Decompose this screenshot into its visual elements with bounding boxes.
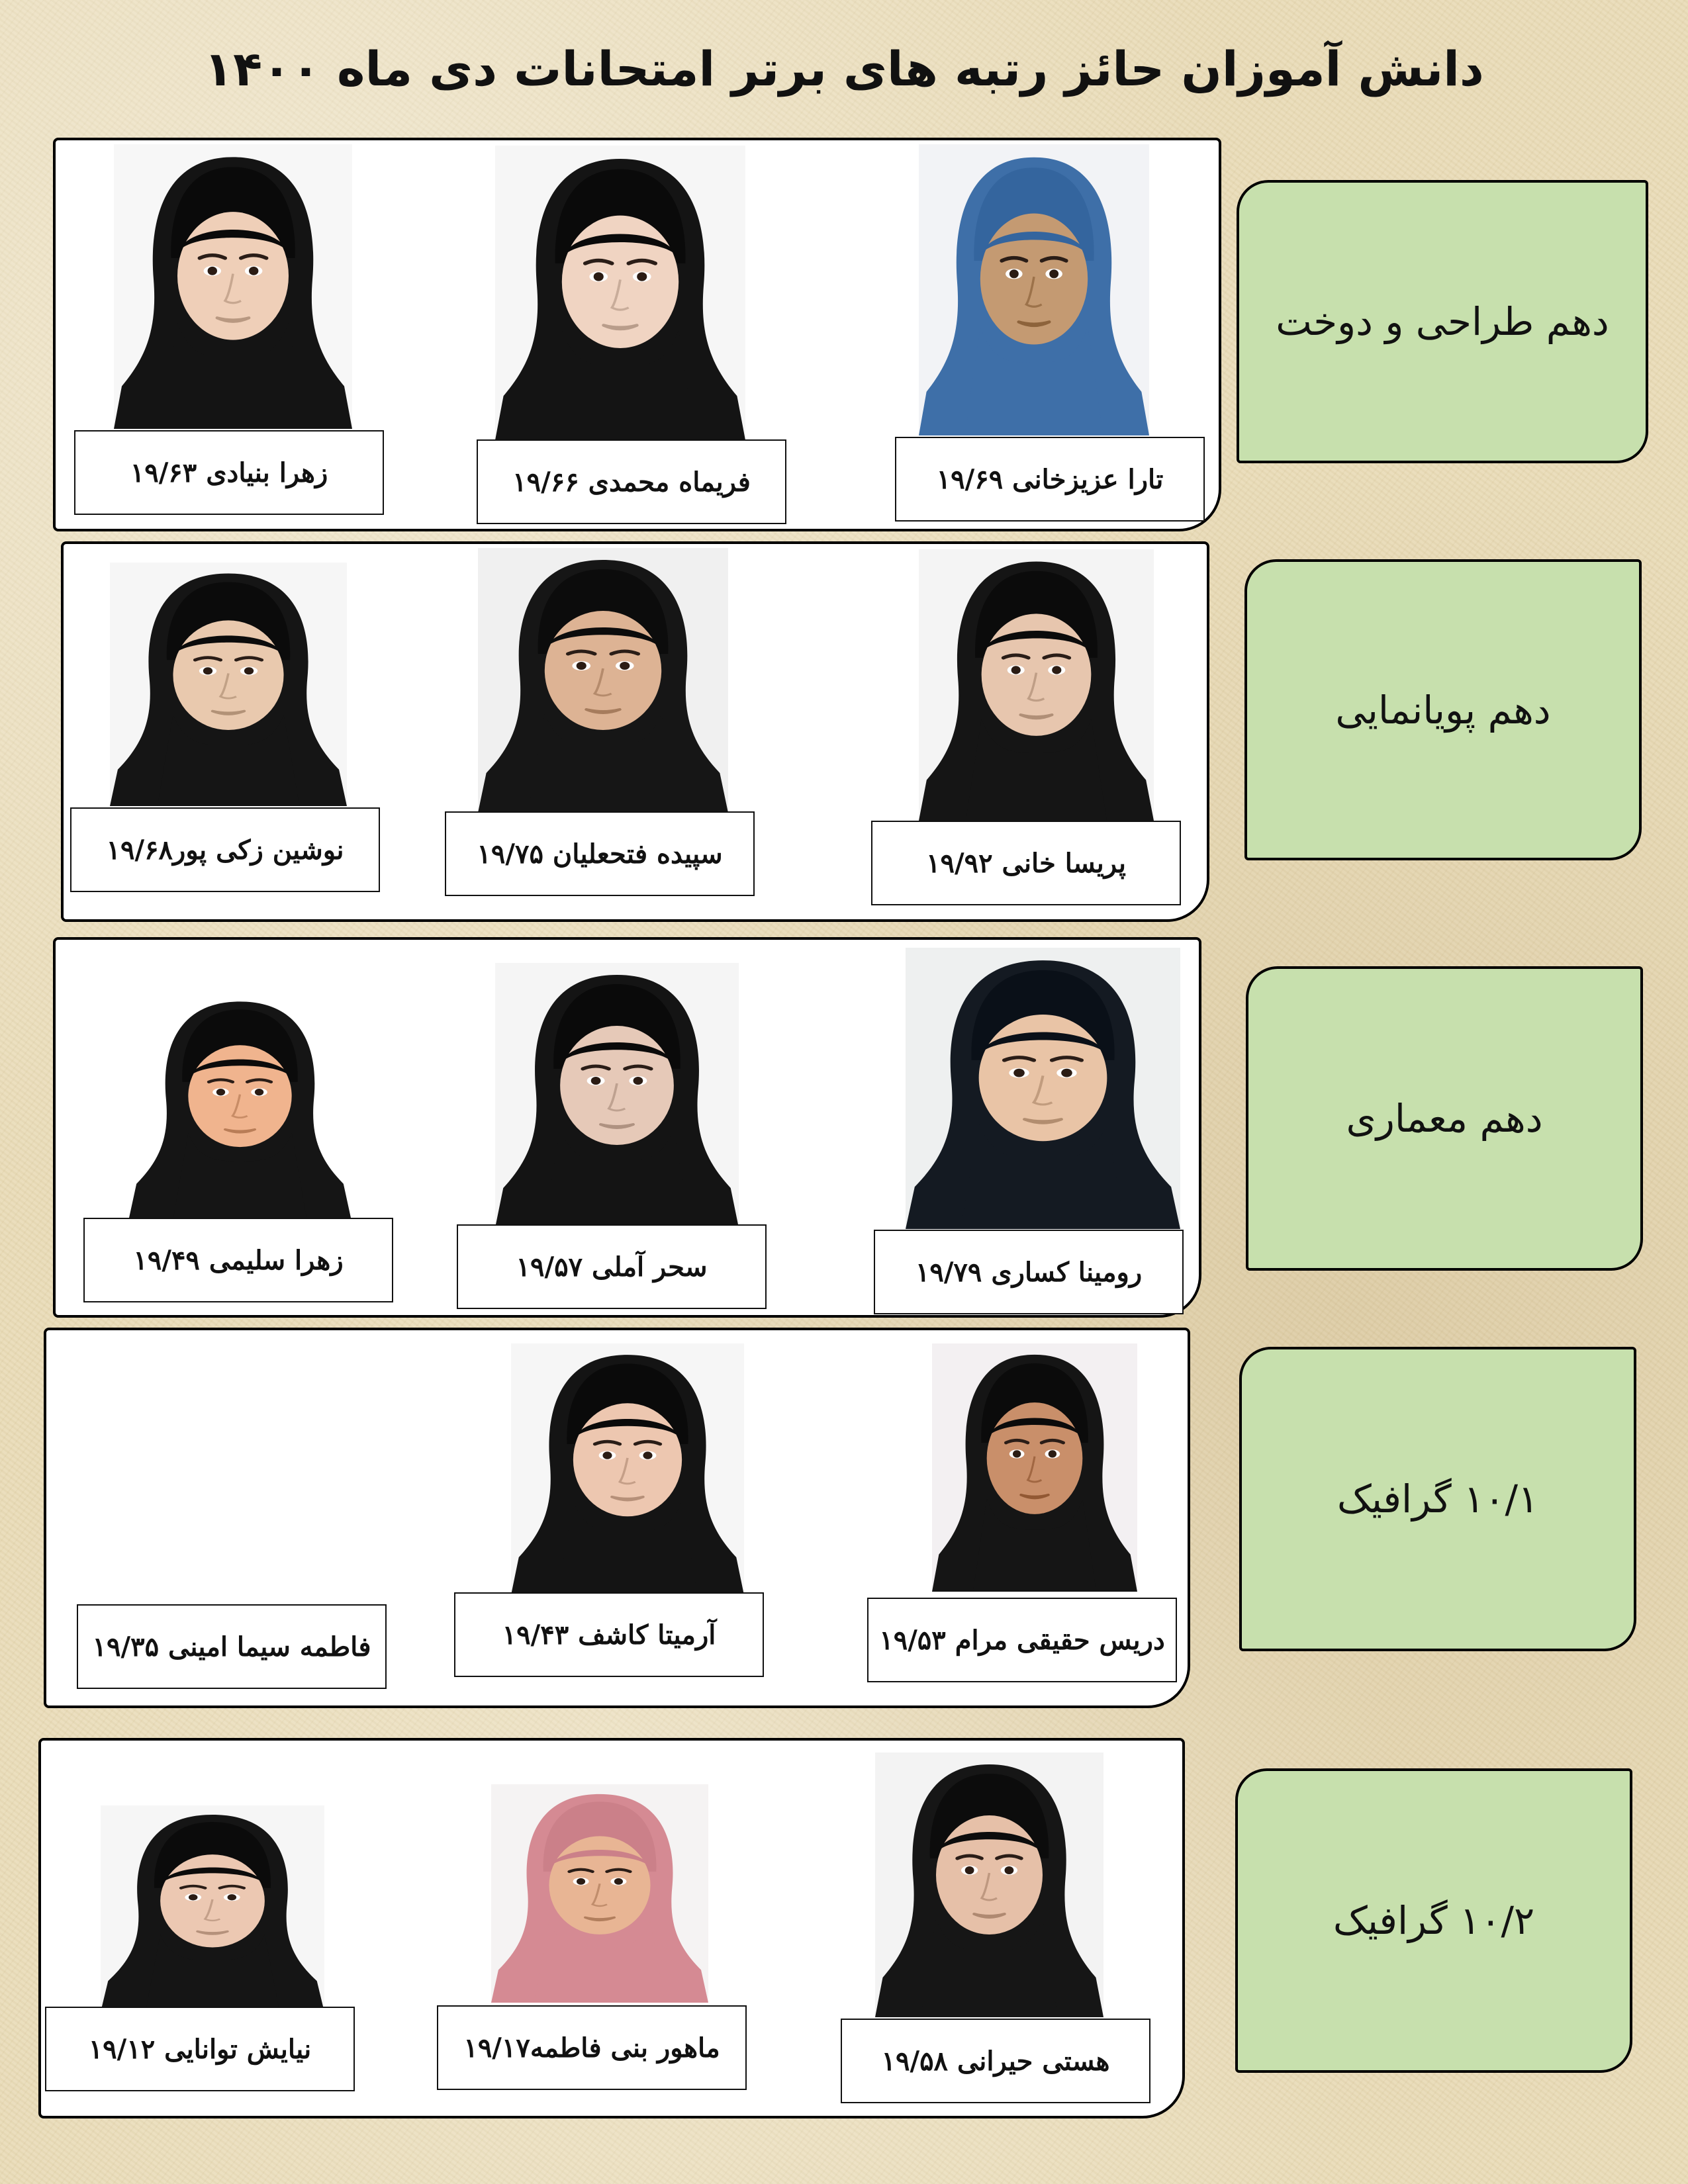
student-photo <box>906 948 1180 1229</box>
student-caption-box <box>874 1230 1184 1314</box>
student-photo <box>511 1343 744 1595</box>
student-name-score: تارا عزیزخانی ۱۹/۶۹ <box>936 463 1164 495</box>
class-label: ۱۰/۲ گرافیک <box>1333 1898 1535 1943</box>
student-name-score: دریس حقیقی مرام ۱۹/۵۳ <box>879 1624 1165 1656</box>
student-name-score: رومینا کساری ۱۹/۷۹ <box>915 1256 1143 1288</box>
student-name-score: سحر آملی ۱۹/۵۷ <box>516 1251 708 1283</box>
student-photo <box>875 1752 1103 2017</box>
student-name-score: زهرا سلیمی ۱۹/۴۹ <box>133 1244 344 1276</box>
class-label: دهم طراحی و دوخت <box>1276 299 1609 344</box>
student-name-score: فاطمه سیما امینی ۱۹/۳۵ <box>92 1631 371 1662</box>
student-name-score: هستی حیرانی ۱۹/۵۸ <box>881 2045 1110 2077</box>
student-caption-box <box>841 2019 1150 2103</box>
student-photo <box>491 1784 708 2003</box>
student-photo <box>129 991 351 1218</box>
student-photo <box>114 144 352 429</box>
class-label-box <box>1235 1768 1632 2073</box>
class-label: ۱۰/۱ گرافیک <box>1336 1477 1539 1522</box>
student-caption-box <box>437 2005 747 2090</box>
student-name-score: ماهور بنی فاطمه۱۹/۱۷ <box>463 2032 720 2064</box>
student-name-score: فریماه محمدی ۱۹/۶۶ <box>512 466 751 498</box>
student-name-score: آرمیتا کاشف ۱۹/۴۳ <box>502 1619 716 1651</box>
student-photo <box>495 963 739 1228</box>
student-photo <box>919 549 1154 821</box>
student-photo <box>932 1343 1137 1592</box>
student-name-score: نیایش توانایی ۱۹/۱۲ <box>88 2033 312 2065</box>
student-caption-box <box>77 1604 387 1689</box>
page-title: دانش آموزان حائز رتبه های برتر امتحانات دی ماه ۱۴۰۰ <box>204 41 1484 97</box>
student-name-score: زهرا بنیادی ۱۹/۶۳ <box>130 457 328 488</box>
student-caption-box <box>74 430 384 515</box>
student-caption-box <box>83 1218 393 1302</box>
student-photo <box>101 1805 324 2012</box>
student-caption-box <box>477 439 786 524</box>
student-caption-box <box>445 811 755 896</box>
student-caption-box <box>871 821 1181 905</box>
class-label-box <box>1239 1347 1636 1651</box>
student-caption-box <box>457 1224 767 1309</box>
student-name-score: نوشین زکی پور۱۹/۶۸ <box>106 834 344 866</box>
student-photo <box>110 563 347 806</box>
student-photo <box>919 144 1149 435</box>
class-label: دهم پویانمایی <box>1335 687 1551 733</box>
class-label-box <box>1246 966 1643 1271</box>
class-label-box <box>1237 180 1648 463</box>
student-caption-box <box>895 437 1205 522</box>
student-caption-box <box>454 1592 764 1677</box>
class-label-box <box>1244 559 1642 860</box>
student-photo <box>478 548 728 813</box>
class-label: دهم معماری <box>1346 1096 1543 1141</box>
student-photo <box>495 146 745 440</box>
student-caption-box <box>70 807 380 892</box>
student-name-score: پریسا خانی ۱۹/۹۲ <box>926 847 1126 879</box>
student-caption-box <box>45 2007 355 2091</box>
student-caption-box <box>867 1598 1177 1682</box>
student-name-score: سپیده فتحعلیان ۱۹/۷۵ <box>477 838 723 870</box>
